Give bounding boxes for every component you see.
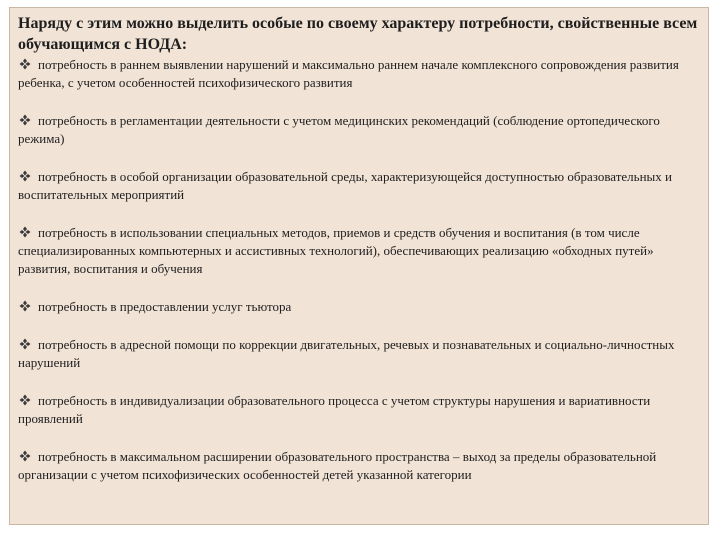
bullet-icon bbox=[19, 450, 31, 462]
list-item-8 bbox=[18, 448, 700, 484]
list-item-5 bbox=[18, 298, 700, 316]
list-item-text: потребность в регламентации деятельности с учетом медицинских рекомендаций (соблюдение ортопедического режима) bbox=[18, 113, 660, 146]
list-item-text: потребность в предоставлении услуг тьютора bbox=[38, 299, 292, 314]
bullet-icon bbox=[19, 170, 31, 182]
list-item-text: потребность в максимальном расширении образовательного пространства – выход за пределы образовательной организации с учетом психофизических особенностей детей указанной категории bbox=[18, 449, 657, 482]
list-item-text: потребность в особой организации образовательной среды, характеризующейся доступностью образовательных и воспитательных мероприятий bbox=[18, 169, 672, 202]
list-item-7 bbox=[18, 392, 700, 428]
list-item-text: потребность в использовании специальных методов, приемов и средств обучения и воспитания (в том числе специализированных компьютерных и ассистивных технологий), обеспечивающих реализацию «обходных путей» развития, воспитания и обучения bbox=[18, 225, 654, 276]
bullet-icon bbox=[19, 300, 31, 312]
bullet-icon bbox=[19, 58, 31, 70]
slide-content bbox=[9, 7, 709, 525]
bullet-icon bbox=[19, 114, 31, 126]
list-item-4 bbox=[18, 224, 700, 278]
list-item-text: потребность в индивидуализации образовательного процесса с учетом структуры нарушения и вариативности проявлений bbox=[18, 393, 651, 426]
list-item-text: потребность в адресной помощи по коррекции двигательных, речевых и познавательных и социально-личностных нарушений bbox=[18, 337, 675, 370]
list-item-1 bbox=[18, 56, 700, 92]
list-item-3 bbox=[18, 168, 700, 204]
bullet-icon bbox=[19, 394, 31, 406]
slide-heading: Наряду с этим можно выделить особые по своему характеру потребности, свойственные всем обучающимся с НОДА: bbox=[18, 15, 698, 53]
list-item-2 bbox=[18, 112, 700, 148]
list-item-text: потребность в раннем выявлении нарушений и максимально раннем начале комплексного сопровождения развития ребенка, с учетом особенностей психофизического развития bbox=[18, 57, 679, 90]
list-item-6 bbox=[18, 336, 700, 372]
bullet-icon bbox=[19, 338, 31, 350]
bullet-icon bbox=[19, 226, 31, 238]
